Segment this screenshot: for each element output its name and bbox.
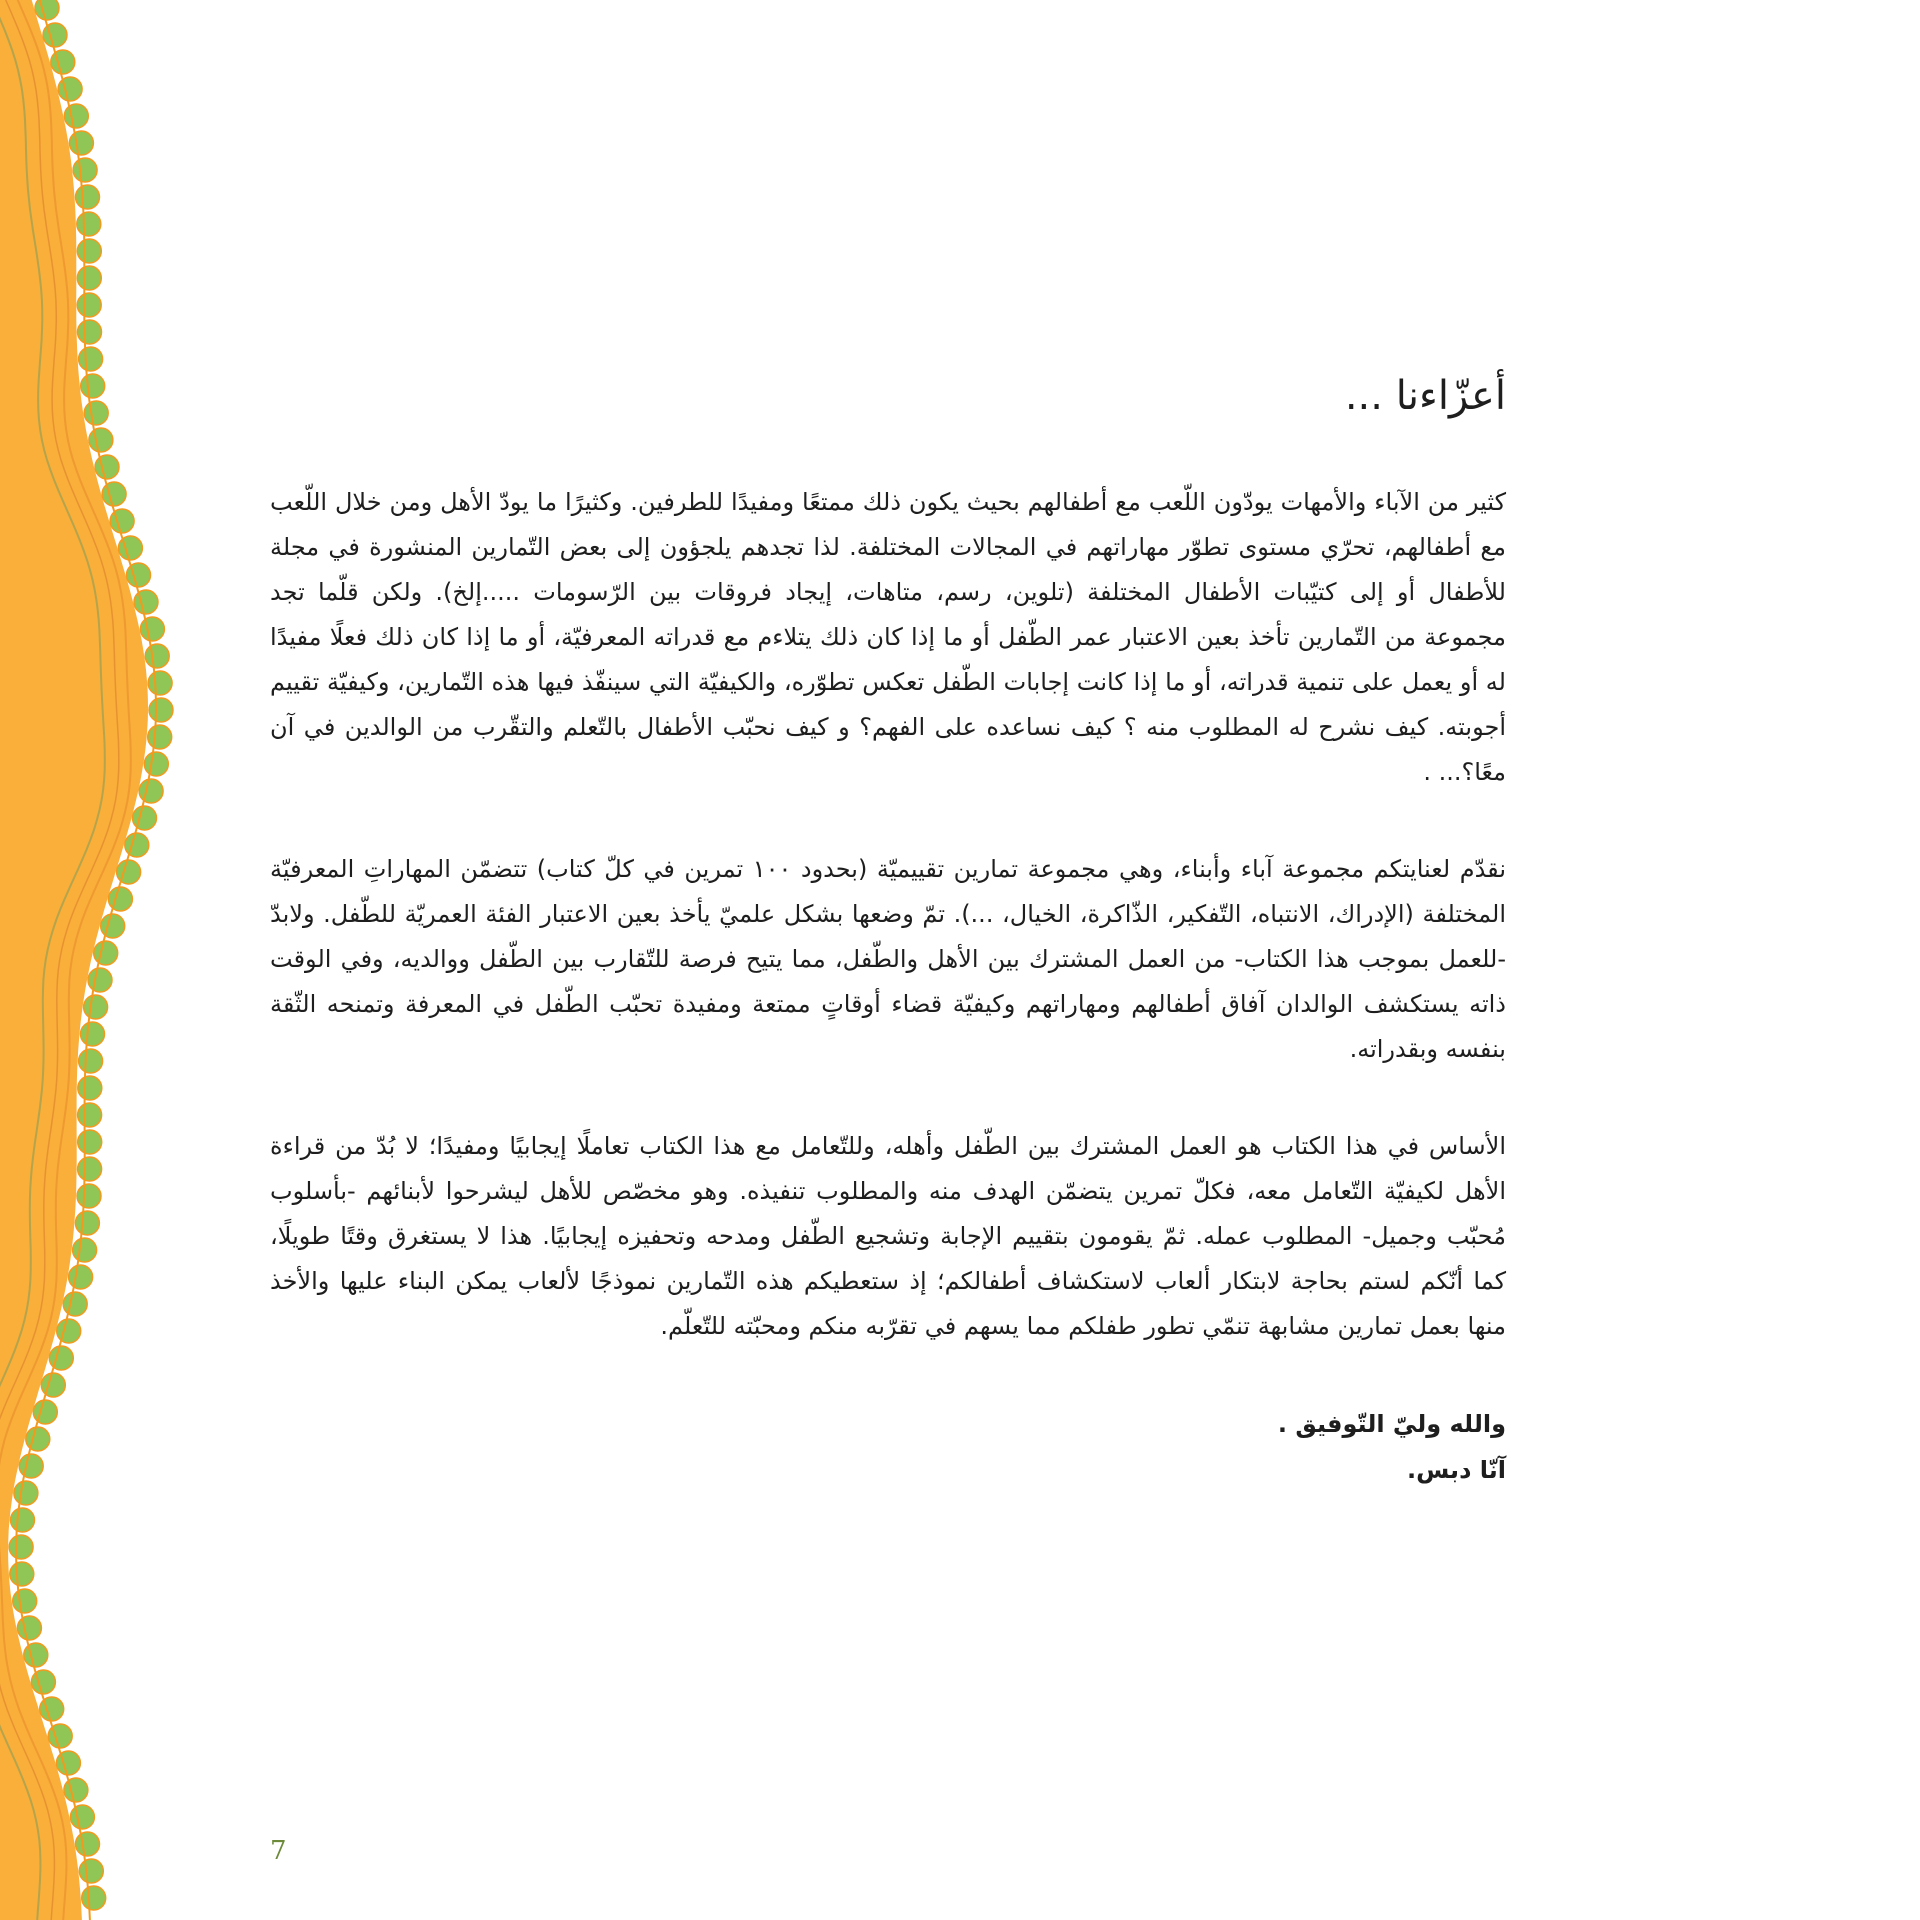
green-scallop [58, 77, 82, 101]
green-scallop [9, 1535, 33, 1559]
green-scallop [79, 1049, 103, 1073]
green-scallop [76, 1832, 100, 1856]
green-scallop [78, 1130, 102, 1154]
green-scallop [11, 1508, 35, 1532]
green-scallop [24, 1643, 48, 1667]
green-scallop [63, 1292, 87, 1316]
green-scallop [81, 374, 105, 398]
green-scallop [79, 1859, 103, 1883]
decorative-wave-border [0, 0, 200, 1920]
green-scallop [70, 1805, 94, 1829]
green-scallop [77, 212, 101, 236]
green-scallop [81, 1022, 105, 1046]
green-scallop [51, 50, 75, 74]
green-scallop [77, 266, 101, 290]
green-scallop [133, 806, 157, 830]
green-scallop [95, 455, 119, 479]
green-scallop [73, 1238, 97, 1262]
green-scallop [140, 617, 164, 641]
green-scallop [148, 725, 172, 749]
green-scallop [145, 644, 169, 668]
green-scallop [57, 1319, 81, 1343]
green-scallop [78, 1103, 102, 1127]
green-scallop [78, 320, 102, 344]
green-scallop [35, 0, 59, 20]
green-scallop [14, 1481, 38, 1505]
green-scallop [17, 1616, 41, 1640]
green-scallop [144, 752, 168, 776]
green-scallop [84, 995, 108, 1019]
page-content [270, 370, 1506, 1493]
green-scallop [88, 968, 112, 992]
closing-signature [270, 1401, 1506, 1493]
green-scallop [26, 1427, 50, 1451]
green-scallop [75, 1211, 99, 1235]
green-scallop [94, 941, 118, 965]
green-scallop [89, 428, 113, 452]
series-paragraph: نقدّم لعنايتكم مجموعة آباء وأبناء، وهي مجموعة تمارين تقييميّة (بحدود ١٠٠ تمرين في كلّ كتاب) تتضمّن المهاراتِ المعرفيّة المختلفة (الإدراك، الانتباه، التّفكير، الذّاكرة، الخيال، ...). تمّ وضعها بشكل علميّ يأخذ بعين الاعتبار الفئة العمريّة للطّفل. ولابدّ -للعمل بموجب هذا الكتاب- من العمل المشترك بين الأهل والطّفل، مما يتيح فرصة للتّقارب بين الطّفل ووالديه، وفي الوقت ذاته يستكشف الوالدان آفاق أطفالهم ومهاراتهم وكيفيّة قضاء أوقاتٍ ممتعة ومفيدة تحبّب الطّفل في المعرفة وتمنحه الثّقة بنفسه وبقدراته. [270, 855, 1506, 1063]
green-scallop [101, 914, 125, 938]
page-number: 7 [270, 1836, 287, 1866]
green-scallop [13, 1589, 37, 1613]
green-scallop [148, 671, 172, 695]
usage-paragraph: الأساس في هذا الكتاب هو العمل المشترك بين الطّفل وأهله، وللتّعامل مع هذا الكتاب تعاملًا إيجابيًا ومفيدًا؛ لا بُدّ من قراءة الأهل لكيفيّة التّعامل معه، فكلّ تمرين يتضمّن الهدف منه والمطلوب تنفيذه. وهو مخصّص للأهل ليشرحوا لأبنائهم -بأسلوب مُحبّب وجميل- المطلوب عمله. ثمّ يقومون بتقييم الإجابة وتشجيع الطّفل ومدحه وتحفيزه إيجابيًا. هذا لا يستغرق وقتًا طويلًا، كما أنّكم لستم بحاجة لابتكار ألعاب لاستكشاف أطفالكم؛ إذ ستعطيكم هذه التّمارين نموذجًا لألعاب يمكن البناء عليها والأخذ منها بعمل تمارين مشابهة تنمّي تطور طفلكم مما يسهم في تقرّبه منكم ومحبّته للتّعلّم. [270, 1132, 1506, 1340]
green-scallop [78, 1157, 102, 1181]
green-scallop [64, 104, 88, 128]
green-scallop [134, 590, 158, 614]
green-scallop [77, 293, 101, 317]
author-name: آنّا دبس. [1407, 1456, 1506, 1484]
green-scallop [82, 1886, 106, 1910]
green-scallop [149, 698, 173, 722]
green-scallop [76, 185, 100, 209]
closing-blessing: والله وليّ التّوفيق . [1277, 1410, 1506, 1438]
green-scallop [79, 347, 103, 371]
green-scallop [10, 1562, 34, 1586]
green-scallop [19, 1454, 43, 1478]
intro-paragraph: كثير من الآباء والأمهات يودّون اللّعب مع أطفالهم بحيث يكون ذلك ممتعًا ومفيدًا للطرفين. وكثيرًا ما يودّ الأهل ومن خلال اللّعب مع أطفالهم، تحرّي مستوى تطوّر مهاراتهم في المجالات المختلفة. لذا تجدهم يلجؤون إلى بعض التّمارين المنشورة في مجلة للأطفال أو إلى كتيّبات الأطفال المختلفة (تلوين، رسم، متاهات، إيجاد فروقات بين الرّسومات .....إلخ). ولكن قلّما تجد مجموعة من التّمارين تأخذ بعين الاعتبار عمر الطّفل أو ما إذا كان ذلك يتلاءم مع قدراته المعرفيّة، أو ما إذا كان ذلك فعلًا مفيدًا له أو يعمل على تنمية قدراته، أو ما إذا كانت إجابات الطّفل تعكس تطوّره، والكيفيّة التي سينفّذ فيها هذه التّمارين، وكيفيّة تقييم أجوبته. كيف نشرح له المطلوب منه ؟ كيف نساعده على الفهم؟ و كيف نحبّب الأطفال بالتّعلم والتقّرب من الوالدين في آن معًا؟... . [270, 488, 1506, 786]
green-scallop [77, 1184, 101, 1208]
green-scallop [84, 401, 108, 425]
green-scallop [102, 482, 126, 506]
green-scallop [69, 1265, 93, 1289]
green-scallop [64, 1778, 88, 1802]
green-scallop [73, 158, 97, 182]
green-scallop [139, 779, 163, 803]
green-scallop [69, 131, 93, 155]
page-title: أعزّاءنا ... [1344, 373, 1506, 419]
green-scallop [77, 239, 101, 263]
green-scallop [78, 1076, 102, 1100]
